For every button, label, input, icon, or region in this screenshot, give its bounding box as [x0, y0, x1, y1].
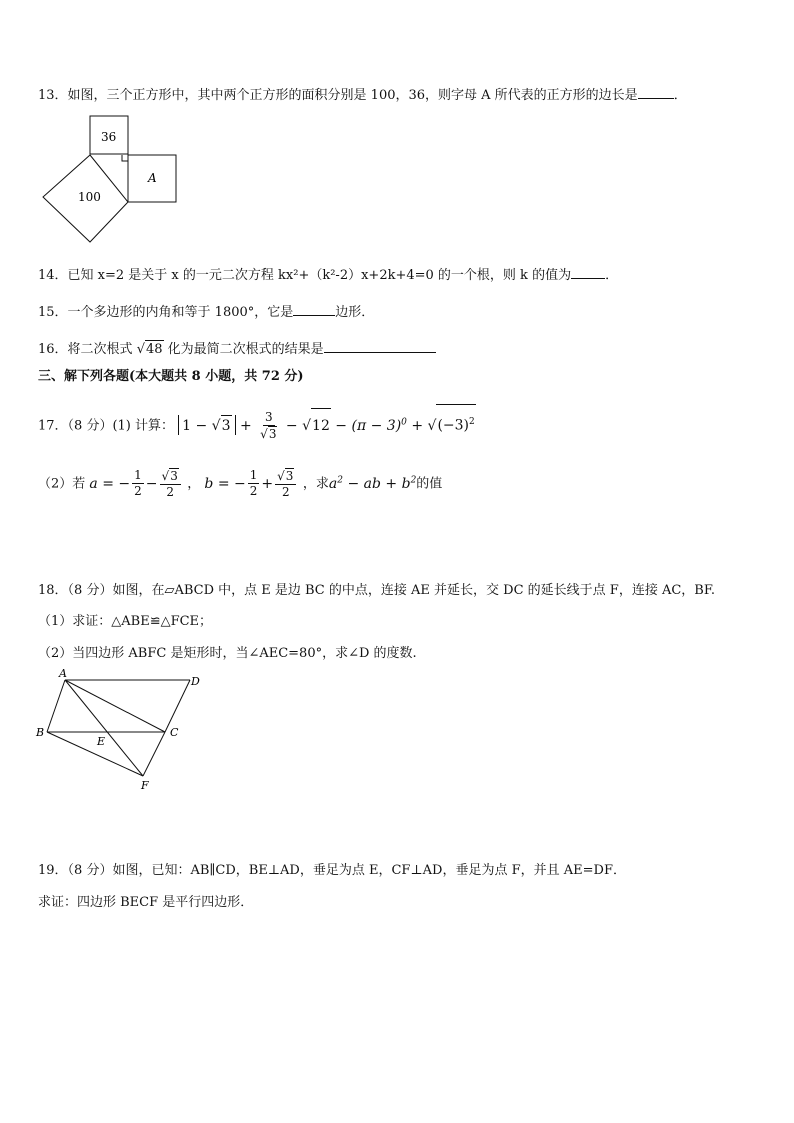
- question-19: 19．（8 分）如图，已知：AB∥CD，BE⊥AD，垂足为点 E，CF⊥AD，垂足为点 F，并且 AE=DF．: [38, 863, 626, 878]
- question-18-sub2: （2）当四边形 ABFC 是矩形时，当∠AEC=80°，求∠D 的度数.: [38, 646, 417, 661]
- question-18-sub1: （1）求证：△ABE≌△FCE；: [38, 614, 213, 629]
- label-A: A: [59, 668, 67, 680]
- expression-b: b = − $\frac{1}{2}$ + $\frac{√3}{2}$: [204, 476, 302, 492]
- question-13-text: 13．如图，三个正方形中，其中两个正方形的面积分别是 100，36，则字母 A 所代表的正方形的边长是: [38, 88, 638, 103]
- segment-BF: [47, 732, 143, 776]
- label-C: C: [170, 726, 179, 739]
- label-F: F: [141, 779, 149, 792]
- section-heading: 三、解下列各题(本大题共 8 小题，共 72 分): [38, 369, 304, 384]
- answer-blank: [293, 301, 335, 316]
- question-15-text: 15．一个多边形的内角和等于 1800°，它是: [38, 305, 294, 320]
- question-17-part2: （2）若 a = − $\frac{1}{2}$ − $\frac{√3}{2}$ ， b = − $\frac{1}{2}$ + $\frac{√3}{2}$ ，求$a^2$ − ab + $b^2$的值: [38, 468, 443, 499]
- question-14: 14．已知 x=2 是关于 x 的一元二次方程 kx²+（k²-2）x+2k+4=0 的一个根，则 k 的值为 ．: [38, 264, 618, 285]
- question-14-text: 14．已知 x=2 是关于 x 的一元二次方程 kx²+（k²-2）x+2k+4=0 的一个根，则 k 的值为: [38, 268, 572, 283]
- label-A: A: [148, 171, 157, 185]
- segment-AB: [47, 680, 65, 732]
- label-D: D: [191, 675, 200, 688]
- question-19-sub: 求证：四边形 BECF 是平行四边形．: [38, 895, 254, 910]
- figure-parallelogram: [30, 668, 210, 796]
- label-E: E: [97, 735, 106, 748]
- segment-AC: [65, 680, 165, 732]
- question-18: 18．（8 分）如图，在▱ABCD 中，点 E 是边 BC 的中点，连接 AE 并延长，交 DC 的延长线于点 F，连接 AC，BF.: [38, 583, 715, 598]
- sqrt-48: √48: [136, 342, 163, 357]
- segment-CF: [143, 732, 165, 776]
- question-13: 13．如图，三个正方形中，其中两个正方形的面积分别是 100，36，则字母 A 所代表的正方形的边长是 ．: [38, 84, 687, 105]
- label-100: 100: [78, 190, 101, 204]
- expression-target: $a^2$ − ab + $b^2$: [328, 475, 417, 492]
- question-15: 15．一个多边形的内角和等于 1800°，它是 边形．: [38, 301, 374, 322]
- right-angle-mark: [122, 155, 128, 161]
- label-36: 36: [101, 130, 117, 144]
- label-B: B: [36, 726, 45, 739]
- answer-blank: [571, 264, 605, 279]
- question-16: 16．将二次根式 √48 化为最简二次根式的结果是: [38, 338, 436, 359]
- expression-a: a = − $\frac{1}{2}$ − $\frac{√3}{2}$: [89, 476, 187, 492]
- answer-blank: [638, 84, 674, 99]
- question-17-part1: 17．（8 分）(1) 计算： 1 − √3 + $\frac{3}{√3}$ − $√12 - (\pi - 3)^0 + √(-3)^2$: [38, 404, 476, 440]
- expression-17-1: 1 − √3 + $\frac{3}{√3}$ − $√12 - (\pi - 3)^0 + √(-3)^2$: [178, 418, 476, 434]
- segment-DC: [165, 680, 190, 732]
- figure-three-squares: [38, 112, 183, 247]
- answer-blank: [324, 338, 436, 353]
- segment-AF: [65, 680, 143, 776]
